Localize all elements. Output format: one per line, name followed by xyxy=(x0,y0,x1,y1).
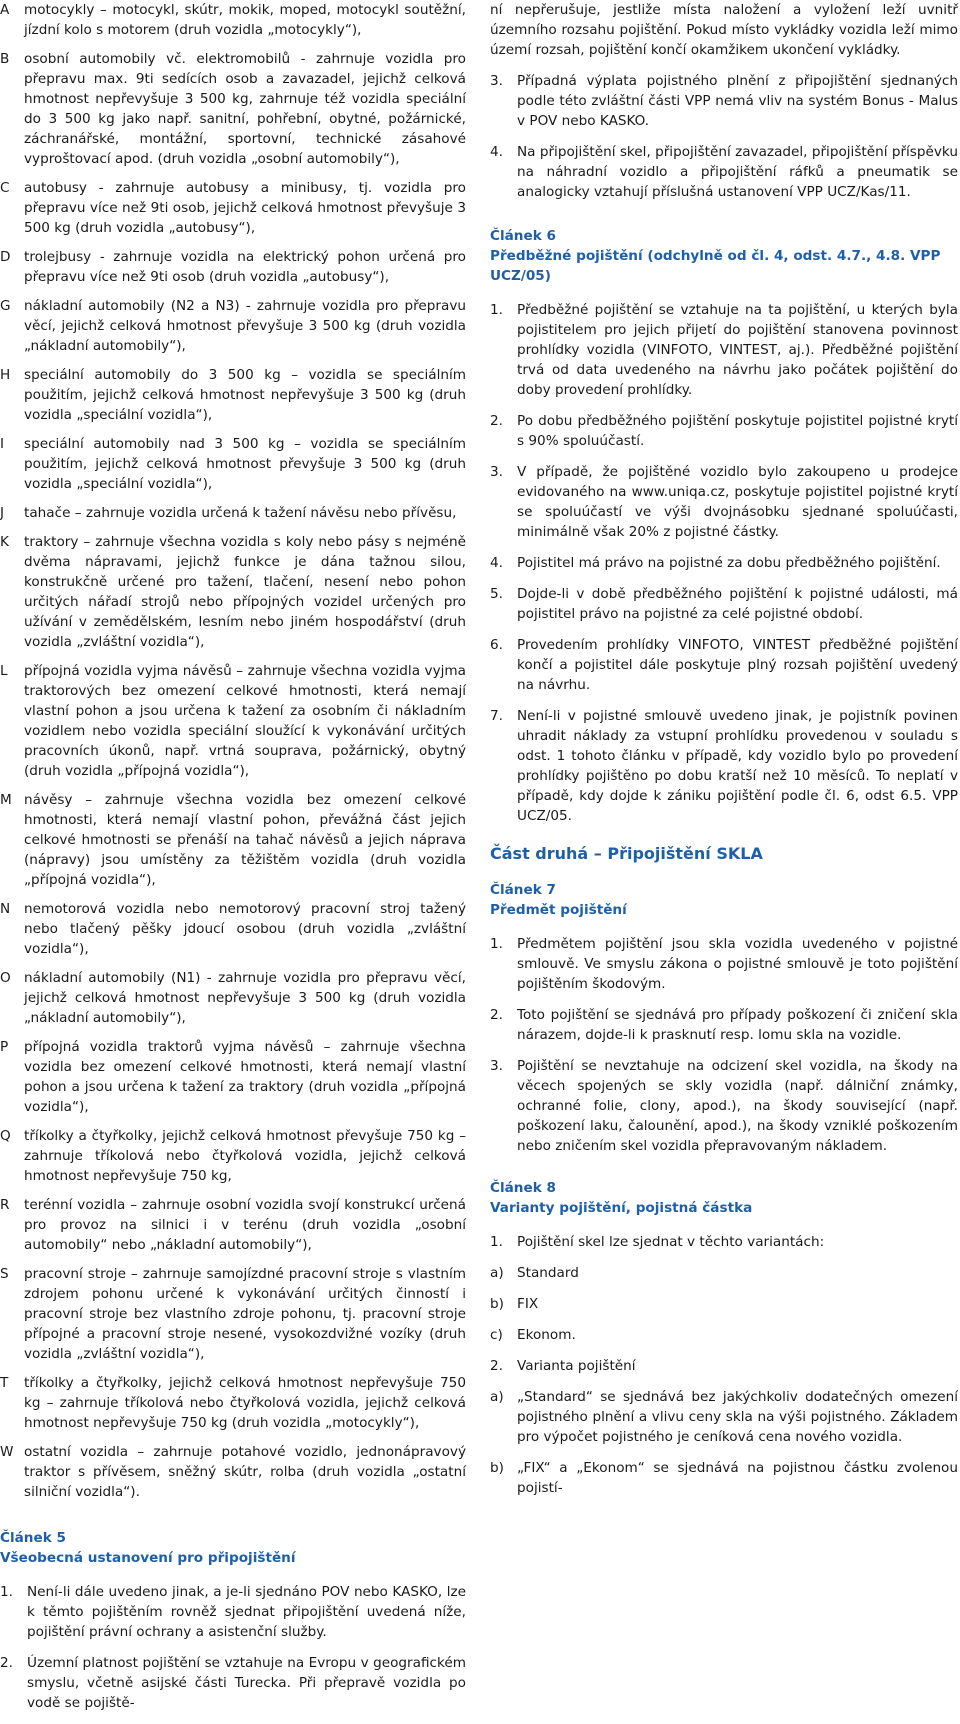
item-number: b) xyxy=(490,1296,504,1312)
list-item xyxy=(490,553,958,573)
article-7-title: Článek 7 xyxy=(490,882,556,898)
list-item xyxy=(490,1294,958,1314)
category-definition xyxy=(0,49,466,169)
item-number: a) xyxy=(490,1265,504,1281)
list-item xyxy=(0,1653,466,1713)
list-item xyxy=(490,1356,958,1376)
item-text: Není-li v pojistné smlouvě uvedeno jinak, je pojistník povinen uhradit náklady za vstupní prohlídku provedenou v souladu s odst. 1 tohoto článku v případě, kdy vozidlo bylo po provedení prohlídky pojištěno po dobu kratší než 10 měsíců. To neplatí v případě, kdy dojde k zániku pojištění podle čl. 6, odst 6.5. VPP UCZ/05. xyxy=(517,708,958,824)
category-description: trolejbusy - zahrnuje vozidla na elektrický pohon určená pro přepravu více než 9ti osob (druh vozidla „autobusy“), xyxy=(24,249,466,285)
item-text: Předmětem pojištění jsou skla vozidla uvedeného v pojistné smlouvě. Ve smyslu zákona o pojistné smlouvě je toto pojištění pojištěním škodovým. xyxy=(517,936,958,992)
category-description: tříkolky a čtyřkolky, jejichž celková hmotnost převyšuje 750 kg – zahrnuje tříkolová nebo čtyřkolová vozidla, jejichž celková hmotnost nepřevyšuje 750 kg, xyxy=(24,1128,466,1184)
category-code: O xyxy=(0,970,11,986)
category-code: Q xyxy=(0,1128,11,1144)
item-number: 5. xyxy=(490,586,503,602)
article-6-heading xyxy=(490,226,958,286)
category-description: návěsy – zahrnuje všechna vozidla bez omezení celkové hmotnosti, která nemají vlastní pohon, převážná část jejich celkové hmotnosti se přenáší na tahač návěsů a jejich náprava (nápravy) jsou umístěny za těžištěm vozidla (druh vozidla „přípojná vozidla“), xyxy=(24,792,466,888)
list-item xyxy=(490,1325,958,1345)
item-text: Provedením prohlídky VINFOTO, VINTEST předběžné pojištění končí a pojistitel dále poskytuje plný rozsah pojištění uvedený na návrhu. xyxy=(517,637,958,693)
list-item xyxy=(490,1263,958,1283)
list-item xyxy=(490,1232,958,1252)
left-column xyxy=(0,0,466,1724)
category-description: přípojná vozidla traktorů vyjma návěsů – zahrnuje všechna vozidla bez omezení celkové hmotnosti, která nemají vlastní pohon a jsou určena k tažení za traktory (druh vozidla „přípojná vozidla“), xyxy=(24,1039,466,1115)
category-code: W xyxy=(0,1444,14,1460)
category-description: nákladní automobily (N2 a N3) - zahrnuje vozidla pro přepravu věcí, jejichž celková hmotnost převyšuje 3 500 kg (druh vozidla „nákladní automobily“), xyxy=(24,298,466,354)
category-definition xyxy=(0,365,466,425)
item-text: Na připojištění skel, připojištění zavazadel, připojištění příspěvku na náhradní vozidlo a připojištění ráfků a pneumatik se analogicky vztahují příslušná ustanovení VPP UCZ/Kas/11. xyxy=(517,144,958,200)
item-text: Pojistitel má právo na pojistné za dobu předběžného pojištění. xyxy=(517,555,941,571)
list-item xyxy=(490,1005,958,1045)
category-definition xyxy=(0,434,466,494)
item-number: 2. xyxy=(490,1358,503,1374)
category-description: nemotorová vozidla nebo nemotorový pracovní stroj tažený nebo tlačený pěšky jdoucí osobou (druh vozidla „zvláštní vozidla“), xyxy=(24,901,466,957)
article-8-heading xyxy=(490,1178,958,1218)
article-6-items xyxy=(490,300,958,826)
category-description: nákladní automobily (N1) - zahrnuje vozidla pro přepravu věcí, jejichž celková hmotnost nepřevyšuje 3 500 kg (druh vozidla „nákladní automobily“), xyxy=(24,970,466,1026)
list-item xyxy=(490,706,958,826)
article-5-continued-items xyxy=(490,71,958,202)
category-description: autobusy - zahrnuje autobusy a minibusy, tj. vozidla pro přepravu více než 9ti osob, jejichž celková hmotnost převyšuje 3 500 kg (druh vozidla „autobusy“), xyxy=(24,180,466,236)
item-number: 1. xyxy=(490,936,503,952)
category-definition xyxy=(0,1195,466,1255)
category-description: speciální automobily nad 3 500 kg – vozidla se speciálním použitím, jejichž celková hmotnost převyšuje 3 500 kg (druh vozidla „speciální vozidla“), xyxy=(24,436,466,492)
category-code: G xyxy=(0,298,11,314)
category-definition xyxy=(0,1442,466,1502)
category-definition xyxy=(0,899,466,959)
item-text: Územní platnost pojištění se vztahuje na Evropu v geografickém smyslu, včetně asijské části Turecka. Při přepravě vozidla po vodě se pojiště- xyxy=(27,1655,466,1711)
category-code: H xyxy=(0,367,11,383)
list-item xyxy=(490,1387,958,1447)
item-number: 4. xyxy=(490,555,503,571)
article-5-items xyxy=(0,1582,466,1713)
item-number: 6. xyxy=(490,637,503,653)
category-code: N xyxy=(0,901,11,917)
article-7-subtitle: Předmět pojištění xyxy=(490,902,627,918)
item-number: 4. xyxy=(490,144,503,160)
part-two-title: Část druhá – Připojištění SKLA xyxy=(490,844,763,863)
category-definition xyxy=(0,661,466,781)
list-item xyxy=(490,584,958,624)
category-description: pracovní stroje – zahrnuje samojízdné pracovní stroje s vlastním zdrojem pohonu určené k vykonávání určitých činností i pracovní stroje bez vlastního zdroje pohonu, tj. pracovní stroje přípojné a pracovní stroje nesené, vysokozdvižné vozíky (druh vozidla „zvláštní vozidla“), xyxy=(24,1266,466,1362)
item-text: „FIX“ a „Ekonom“ se sjednává na pojistnou částku zvolenou pojistí- xyxy=(517,1460,958,1496)
category-definition xyxy=(0,0,466,40)
item-number: 1. xyxy=(490,302,503,318)
article-6-title: Článek 6 xyxy=(490,228,556,244)
item-number: b) xyxy=(490,1460,504,1476)
category-definition xyxy=(0,1264,466,1364)
item-number: 2. xyxy=(490,1007,503,1023)
category-code: S xyxy=(0,1266,9,1282)
category-definition xyxy=(0,247,466,287)
item-number: 3. xyxy=(490,73,503,89)
category-definition xyxy=(0,1126,466,1186)
category-description: motocykly – motocykl, skútr, mokik, moped, motocykl soutěžní, jízdní kolo s motorem (druh vozidla „motocykly“), xyxy=(24,2,466,38)
category-code: D xyxy=(0,249,11,265)
item-text: Po dobu předběžného pojištění poskytuje pojistitel pojistné krytí s 90% spoluúčastí. xyxy=(517,413,958,449)
item-text: V případě, že pojištěné vozidlo bylo zakoupeno u prodejce evidovaného na www.uniqa.cz, poskytuje pojistitel pojistné krytí se spoluúčastí ve výši dvojnásobku sjednané spoluúčasti, minimálně však 20% z pojistné částky. xyxy=(517,464,958,540)
list-item xyxy=(490,635,958,695)
item-number: 2. xyxy=(0,1655,13,1671)
list-item xyxy=(490,1056,958,1156)
item-number: 7. xyxy=(490,708,503,724)
list-item xyxy=(490,71,958,131)
category-code: J xyxy=(0,505,5,521)
item-text: Pojištění se nevztahuje na odcizení skel vozidla, na škody na věcech spojených se skly vozidla (např. dálniční známky, ochranné folie, clony, apod.), na škody související (např. poškození laku, čalounění, apod.), na škody vzniklé poškozením nebo zničením skel vozidla přepravovaným nákladem. xyxy=(517,1058,958,1154)
item-text: Toto pojištění se sjednává pro případy poškození či zničení skla nárazem, dojde-li k prasknutí resp. lomu skla na vozidle. xyxy=(517,1007,958,1043)
category-definition xyxy=(0,1373,466,1433)
category-definition xyxy=(0,1037,466,1117)
category-definition xyxy=(0,296,466,356)
item-text: „Standard“ se sjednává bez jakýchkoliv dodatečných omezení pojistného plnění a vlivu ceny skla na výši pojistného. Základem pro výpočet pojistného je ceníková cena nového vozidla. xyxy=(517,1389,958,1445)
article-8-title: Článek 8 xyxy=(490,1180,556,1196)
category-code: R xyxy=(0,1197,10,1213)
category-code: T xyxy=(0,1375,9,1391)
category-description: přípojná vozidla vyjma návěsů – zahrnuje všechna vozidla vyjma traktorových bez omezení celkové hmotnosti, která nemají vlastní pohon a jsou určena k tažení za osobním či nákladním vozidlem nebo vozidla speciální sloužící k vykonávání určitých pracovních úkonů, např. vrtná souprava, požárnický, obytný (druh vozidla „přípojná vozidla“), xyxy=(24,663,466,779)
item-text: Případná výplata pojistného plnění z připojištění sjednaných podle této zvláštní části VPP nemá vliv na systém Bonus - Malus v POV nebo KASKO. xyxy=(517,73,958,129)
item-number: 1. xyxy=(490,1234,503,1250)
list-item xyxy=(490,934,958,994)
category-description: traktory – zahrnuje všechna vozidla s koly nebo pásy s nejméně dvěma nápravami, jejichž funkce je dána tažnou silou, konstrukčně určené pro tažení, tlačení, nesení nebo pohon určitých nářadí strojů nebo přípojných vozidel určených pro užívání v zemědělském, lesním nebo jiném hospodářství (druh vozidla „zvláštní vozidla“), xyxy=(24,534,466,650)
list-item xyxy=(490,142,958,202)
article-8-items xyxy=(490,1232,958,1498)
vehicle-category-list xyxy=(0,0,466,1502)
item-text: Ekonom. xyxy=(517,1327,576,1343)
category-code: P xyxy=(0,1039,9,1055)
item-number: a) xyxy=(490,1389,504,1405)
item-text: Předběžné pojištění se vztahuje na ta pojištění, u kterých byla pojistitelem pro jejich přijetí do pojištění stanovena povinnost prohlídky vozidla (VINFOTO, VINTEST, aj.). Předběžné pojištění trvá od data uvedeného na návrhu jako počátek pojištění do doby provedení prohlídky. xyxy=(517,302,958,398)
category-description: tahače – zahrnuje vozidla určená k tažení návěsu nebo přívěsu, xyxy=(24,505,457,521)
category-description: ostatní vozidla – zahrnuje potahové vozidlo, jednonápravový traktor s přívěsem, sněžný skútr, rolba (druh vozidla „ostatní silniční vozidla“). xyxy=(24,1444,466,1500)
category-definition xyxy=(0,503,466,523)
item-number: c) xyxy=(490,1327,503,1343)
list-item xyxy=(490,411,958,451)
item-text: Standard xyxy=(517,1265,579,1281)
item-text: FIX xyxy=(517,1296,539,1312)
category-description: osobní automobily vč. elektromobilů - zahrnuje vozidla pro přepravu max. 9ti sedících osob a zavazadel, jejichž celková hmotnost nepřevyšuje 3 500 kg, zahrnuje též vozidla speciální do 3 500 kg jako např. sanitní, pohřební, obytné, požárnické, záchranářské, montážní, sportovní, technické zásahové vyproštovací apod. (druh vozidla „osobní automobily“), xyxy=(24,51,466,167)
item-number: 3. xyxy=(490,1058,503,1074)
article-6-subtitle: Předběžné pojištění (odchylně od čl. 4, odst. 4.7., 4.8. VPP UCZ/05) xyxy=(490,248,941,284)
list-item xyxy=(0,1582,466,1642)
category-code: K xyxy=(0,534,9,550)
item-number: 2. xyxy=(490,413,503,429)
item-text: Varianta pojištění xyxy=(517,1358,636,1374)
item-number: 3. xyxy=(490,464,503,480)
category-code: A xyxy=(0,2,10,18)
category-code: C xyxy=(0,180,10,196)
category-definition xyxy=(0,532,466,652)
category-definition xyxy=(0,178,466,238)
article-5-subtitle: Všeobecná ustanovení pro připojištění xyxy=(0,1550,296,1566)
article-7-heading xyxy=(490,880,958,920)
item-text: Dojde-li v době předběžného pojištění k pojistné události, má pojistitel právo na pojistné za celé pojistné období. xyxy=(517,586,958,622)
category-description: speciální automobily do 3 500 kg – vozidla se speciálním použitím, jejichž celková hmotnost nepřevyšuje 3 500 kg (druh vozidla „speciální vozidla“), xyxy=(24,367,466,423)
category-description: terénní vozidla – zahrnuje osobní vozidla svojí konstrukcí určená pro provoz na silnici i v terénu (druh vozidla „osobní automobily“ nebo „nákladní automobily“), xyxy=(24,1197,466,1253)
article-8-subtitle: Varianty pojištění, pojistná částka xyxy=(490,1200,753,1216)
right-column xyxy=(490,0,958,1509)
list-item xyxy=(490,1458,958,1498)
category-definition xyxy=(0,790,466,890)
list-item xyxy=(490,462,958,542)
category-code: L xyxy=(0,663,8,679)
category-description: tříkolky a čtyřkolky, jejichž celková hmotnost nepřevyšuje 750 kg – zahrnuje tříkolová nebo čtyřkolová vozidla, jejichž celková hmotnost nepřevyšuje 750 kg (druh vozidla „motocykly“), xyxy=(24,1375,466,1431)
article-5-heading xyxy=(0,1528,466,1568)
category-code: I xyxy=(0,436,5,452)
article-7-items xyxy=(490,934,958,1156)
list-item xyxy=(490,300,958,400)
category-code: M xyxy=(0,792,12,808)
category-code: B xyxy=(0,51,10,67)
category-definition xyxy=(0,968,466,1028)
continuation-paragraph: ní nepřerušuje, jestliže místa naložení a vyložení leží uvnitř územního rozsahu pojištění. Pokud místo vykládky vozidla leží mimo území rozsah, pojištění končí okamžikem ukončení vykládky. xyxy=(490,2,958,58)
item-text: Pojištění skel lze sjednat v těchto variantách: xyxy=(517,1234,825,1250)
item-number: 1. xyxy=(0,1584,13,1600)
article-5-title: Článek 5 xyxy=(0,1530,66,1546)
item-text: Není-li dále uvedeno jinak, a je-li sjednáno POV nebo KASKO, lze k těmto pojištěním rovněž sjednat připojištění uvedená níže, pojištění právní ochrany a asistenční služby. xyxy=(27,1584,466,1640)
